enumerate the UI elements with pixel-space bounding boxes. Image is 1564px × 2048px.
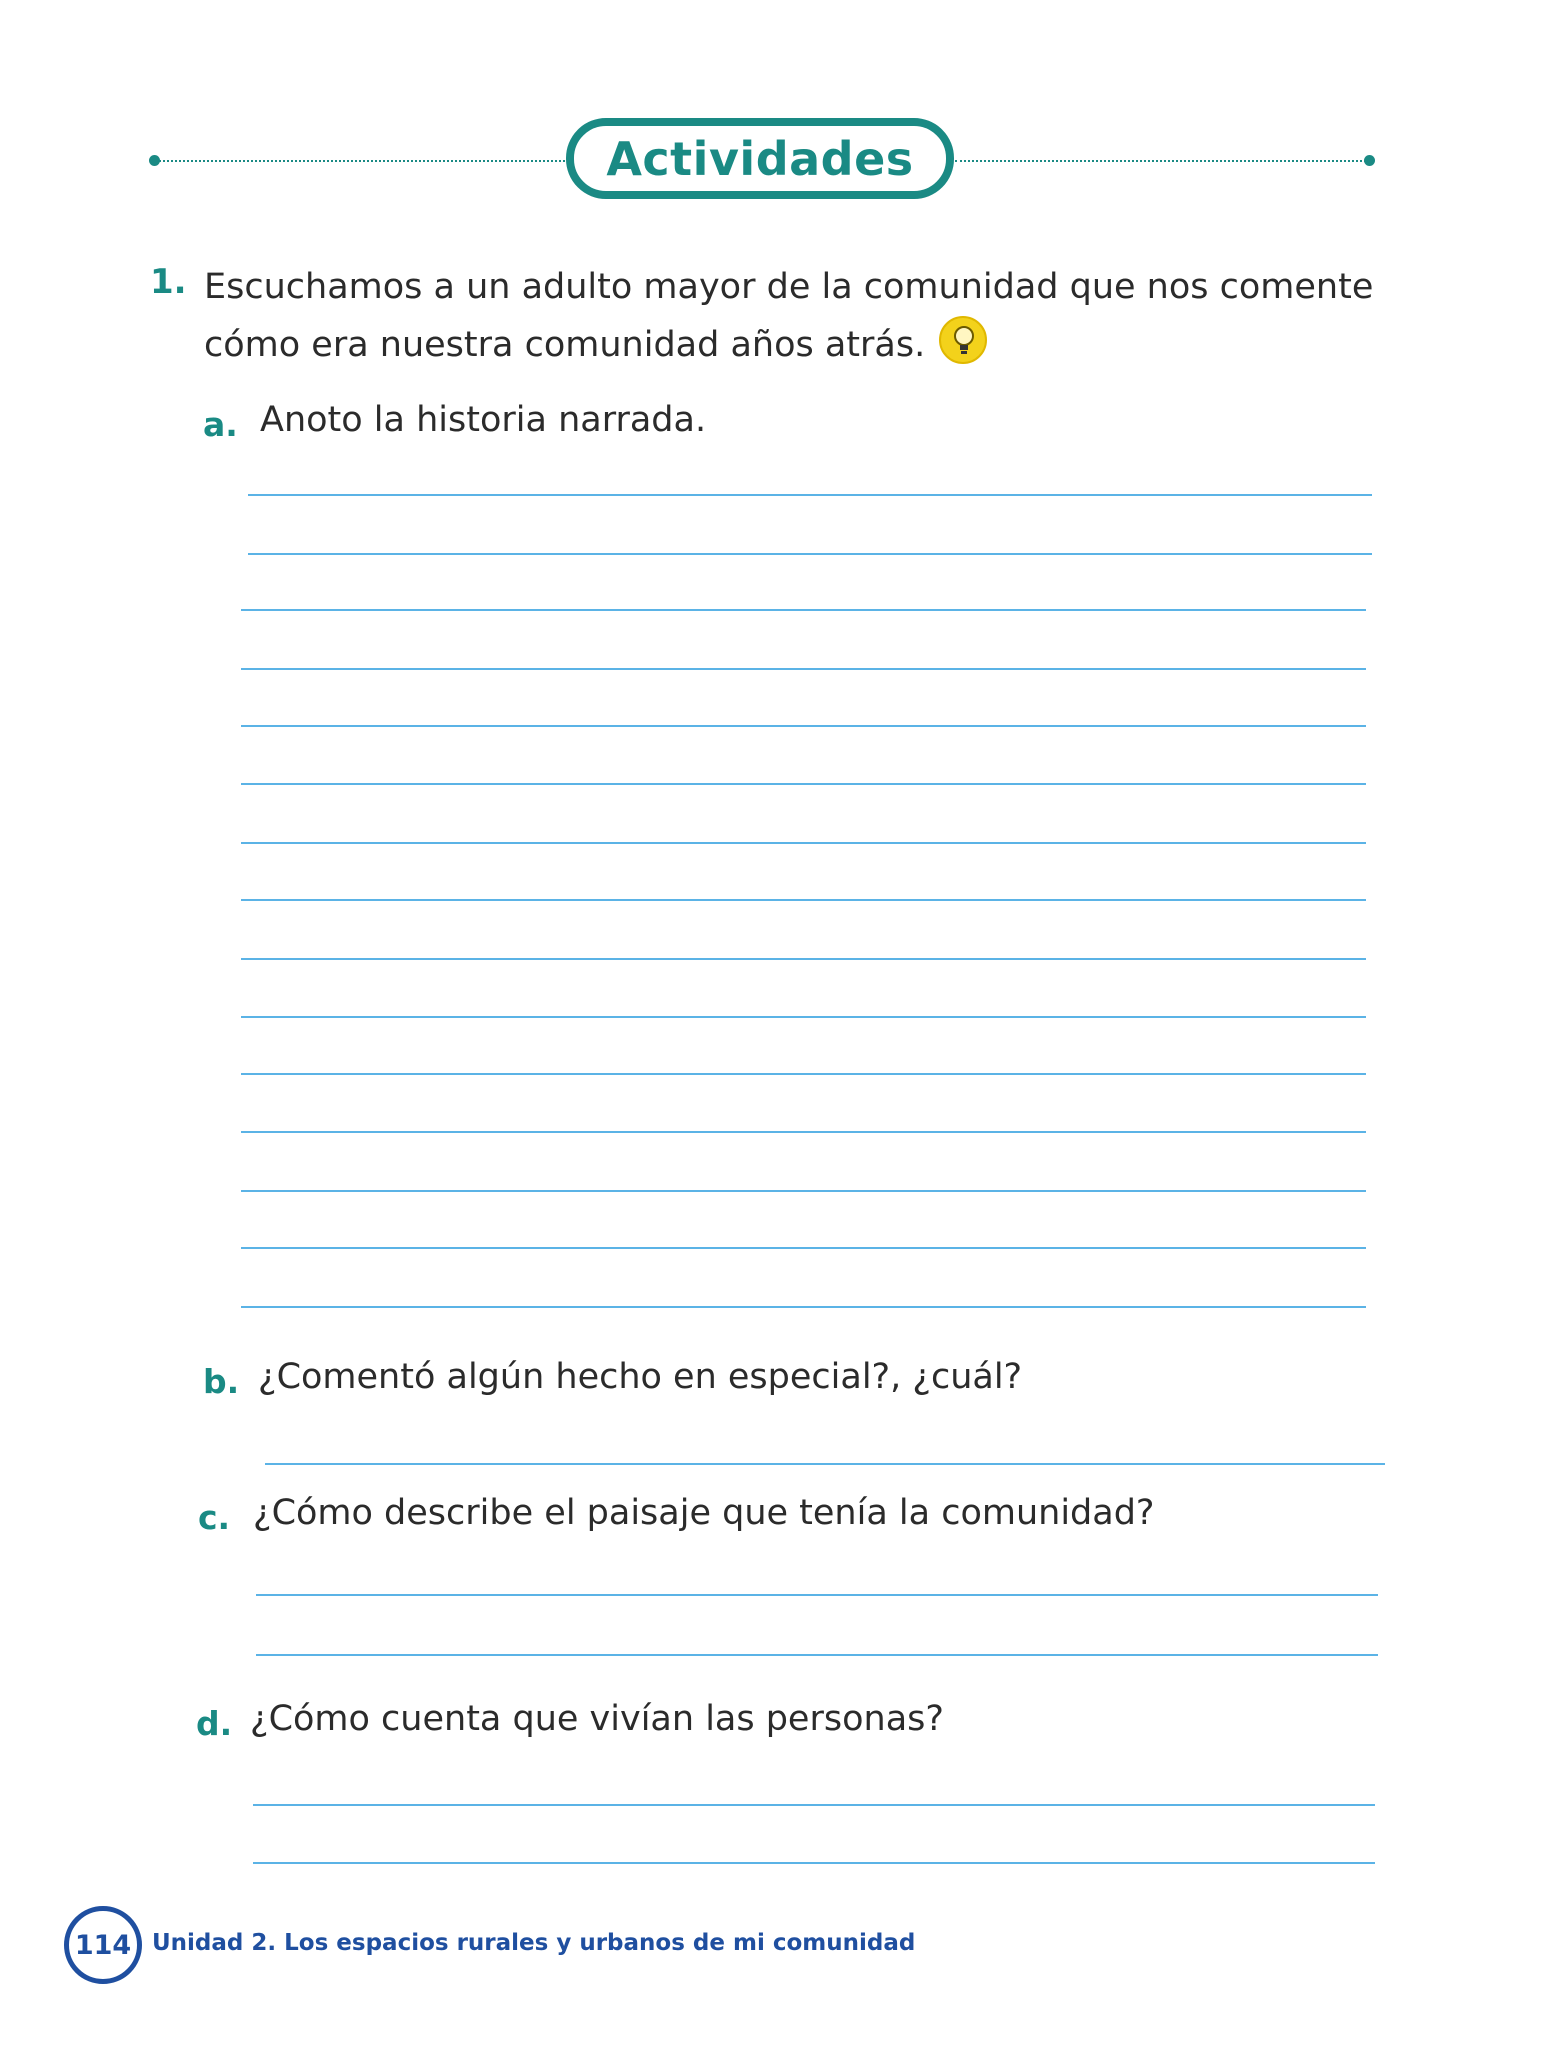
question-a-letter: a. <box>203 405 238 444</box>
answer-line-d[interactable] <box>253 1862 1375 1864</box>
section-title-badge <box>566 118 954 199</box>
answer-line[interactable] <box>241 725 1366 727</box>
page-number-badge <box>64 1906 142 1984</box>
section-title: Actividades <box>606 131 914 186</box>
question-a-text: Anoto la historia narrada. <box>260 400 707 440</box>
question-b-letter: b. <box>203 1362 240 1401</box>
answer-line[interactable] <box>241 609 1366 611</box>
activity-text-line2-wrap <box>204 316 1384 374</box>
answer-line-d[interactable] <box>253 1804 1375 1806</box>
answer-line[interactable] <box>241 1016 1366 1018</box>
question-d-letter: d. <box>196 1704 233 1743</box>
activity-number: 1. <box>150 262 187 302</box>
answer-line[interactable] <box>241 1190 1366 1192</box>
activity-text-line1: Escuchamos a un adulto mayor de la comunidad que nos comente <box>204 267 1374 307</box>
lightbulb-icon <box>939 316 987 364</box>
answer-line[interactable] <box>248 494 1372 496</box>
answer-line[interactable] <box>241 958 1366 960</box>
question-c-letter: c. <box>198 1498 231 1537</box>
question-c-text: ¿Cómo describe el paisaje que tenía la comunidad? <box>253 1493 1155 1533</box>
question-b-text: ¿Comentó algún hecho en especial?, ¿cuál? <box>258 1357 1023 1397</box>
answer-line[interactable] <box>241 1247 1366 1249</box>
header-dot-right <box>1364 155 1375 166</box>
answer-line[interactable] <box>241 1073 1366 1075</box>
answer-line[interactable] <box>241 899 1366 901</box>
header-rule-left <box>155 160 565 162</box>
answer-line[interactable] <box>248 553 1372 555</box>
answer-line-c[interactable] <box>256 1594 1378 1596</box>
header-dot-left <box>149 155 160 166</box>
answer-line-c[interactable] <box>256 1654 1378 1656</box>
question-d-text: ¿Cómo cuenta que vivían las personas? <box>250 1699 944 1739</box>
page-number: 114 <box>74 1929 132 1961</box>
header-rule-right <box>955 160 1370 162</box>
activity-text-line2: cómo era nuestra comunidad años atrás. <box>204 325 926 365</box>
activity-instruction <box>204 258 1384 374</box>
answer-line[interactable] <box>241 842 1366 844</box>
answer-line[interactable] <box>241 1306 1366 1308</box>
answer-line-b[interactable] <box>265 1463 1385 1465</box>
unit-title: Unidad 2. Los espacios rurales y urbanos de mi comunidad <box>152 1930 916 1956</box>
answer-line[interactable] <box>241 1131 1366 1133</box>
answer-line[interactable] <box>241 668 1366 670</box>
answer-line[interactable] <box>241 783 1366 785</box>
